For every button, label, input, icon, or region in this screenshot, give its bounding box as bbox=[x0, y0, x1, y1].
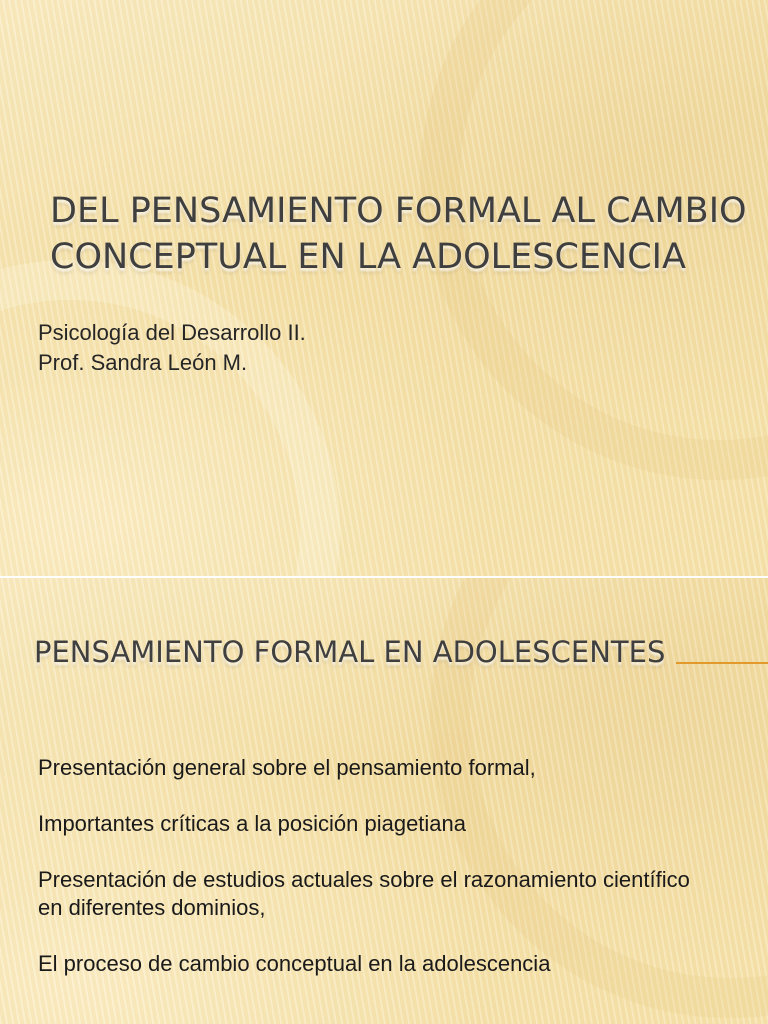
list-item-text: El proceso de cambio conceptual en la adolescencia bbox=[38, 951, 551, 976]
list-item bbox=[38, 754, 768, 782]
list-item-text: Importantes críticas a la posición piagetiana bbox=[38, 811, 467, 836]
slide-content bbox=[0, 578, 768, 1024]
subtitle-course: Psicología del Desarrollo II. bbox=[38, 320, 306, 345]
list-item bbox=[38, 810, 768, 838]
list-item-text: Presentación de estudios actuales sobre el razonamiento científico bbox=[38, 867, 690, 892]
heading-accent-rule bbox=[676, 662, 768, 664]
subtitle-professor: Prof. Sandra León M. bbox=[38, 350, 248, 375]
background-swirl bbox=[0, 260, 340, 576]
slide-content-heading: PENSAMIENTO FORMAL EN ADOLESCENTES bbox=[34, 635, 666, 669]
slide-title-heading: DEL PENSAMIENTO FORMAL AL CAMBIO CONCEPTUAL EN LA ADOLESCENCIA bbox=[50, 191, 747, 277]
list-item-text: en diferentes dominios, bbox=[38, 895, 266, 920]
list-item bbox=[38, 866, 768, 922]
list-item bbox=[38, 950, 768, 978]
bullet-list bbox=[38, 754, 768, 1006]
slide-subtitle bbox=[38, 318, 306, 378]
list-item-text: Presentación general sobre el pensamiento formal, bbox=[38, 755, 536, 780]
